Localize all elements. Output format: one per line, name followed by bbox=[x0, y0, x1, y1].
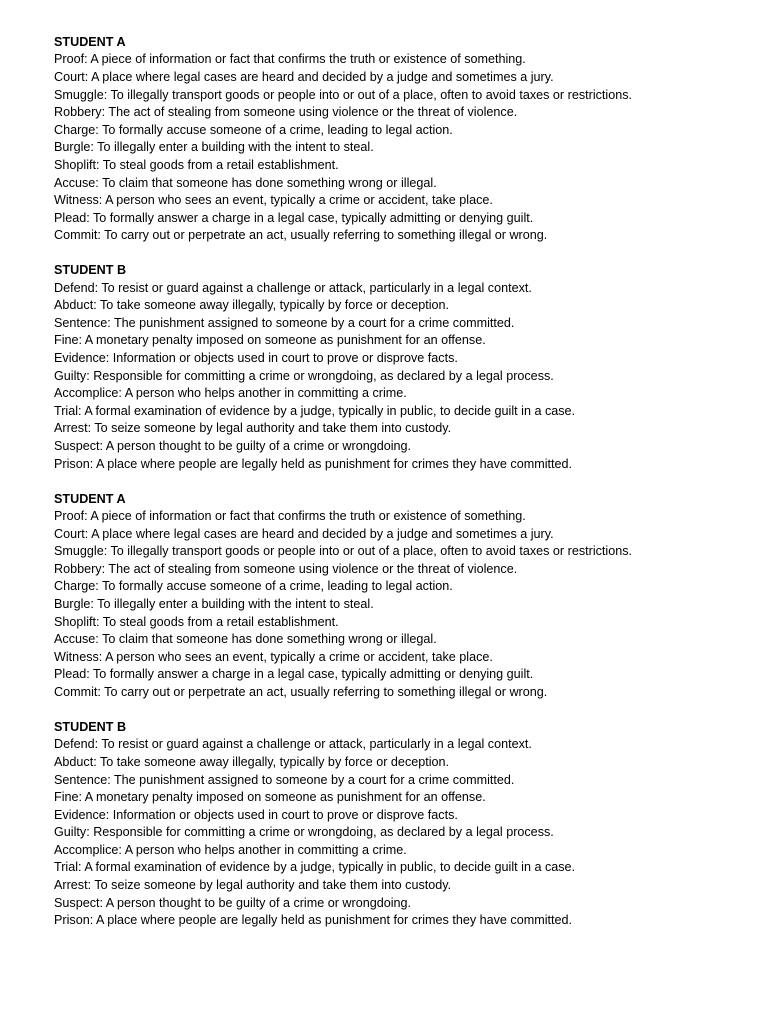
definition-line: Evidence: Information or objects used in court to prove or disprove facts. bbox=[54, 351, 458, 366]
definition-line: Prison: A place where people are legally held as punishment for crimes they have committed. bbox=[54, 456, 573, 471]
definition-line: Robbery: The act of stealing from someone using violence or the threat of violence. bbox=[54, 105, 518, 120]
definition-line: Accuse: To claim that someone has done something wrong or illegal. bbox=[54, 175, 437, 190]
definition-line: Fine: A monetary penalty imposed on someone as punishment for an offense. bbox=[54, 333, 486, 348]
sections-container bbox=[54, 34, 754, 930]
definition-line: Charge: To formally accuse someone of a crime, leading to legal action. bbox=[54, 579, 453, 594]
definition-line: Accuse: To claim that someone has done something wrong or illegal. bbox=[54, 632, 437, 647]
definition-line: Burgle: To illegally enter a building with the intent to steal. bbox=[54, 140, 374, 155]
student-section bbox=[54, 34, 754, 245]
definition-line: Shoplift: To steal goods from a retail establishment. bbox=[54, 157, 339, 172]
definition-line: Fine: A monetary penalty imposed on someone as punishment for an offense. bbox=[54, 790, 486, 805]
definition-line: Court: A place where legal cases are heard and decided by a judge and sometimes a jury. bbox=[54, 69, 554, 84]
definition-line: Arrest: To seize someone by legal authority and take them into custody. bbox=[54, 878, 452, 893]
definition-line: Evidence: Information or objects used in court to prove or disprove facts. bbox=[54, 807, 458, 822]
definition-line: Smuggle: To illegally transport goods or people into or out of a place, often to avoid taxes or restrictions. bbox=[54, 544, 633, 559]
definition-line: Commit: To carry out or perpetrate an act, usually referring to something illegal or wrong. bbox=[54, 684, 548, 699]
section-heading: STUDENT B bbox=[54, 263, 127, 278]
definition-line: Accomplice: A person who helps another in committing a crime. bbox=[54, 842, 407, 857]
definition-line: Suspect: A person thought to be guilty of a crime or wrongdoing. bbox=[54, 439, 412, 454]
definition-line: Arrest: To seize someone by legal authority and take them into custody. bbox=[54, 421, 452, 436]
definition-line: Charge: To formally accuse someone of a crime, leading to legal action. bbox=[54, 122, 453, 137]
definition-line: Sentence: The punishment assigned to someone by a court for a crime committed. bbox=[54, 315, 515, 330]
definition-line: Court: A place where legal cases are heard and decided by a judge and sometimes a jury. bbox=[54, 526, 554, 541]
definition-line: Witness: A person who sees an event, typically a crime or accident, take place. bbox=[54, 193, 493, 208]
section-heading: STUDENT A bbox=[54, 35, 126, 49]
definition-line: Suspect: A person thought to be guilty of a crime or wrongdoing. bbox=[54, 895, 412, 910]
definition-line: Abduct: To take someone away illegally, typically by force or deception. bbox=[54, 298, 450, 313]
definition-line: Plead: To formally answer a charge in a legal case, typically admitting or denying guilt. bbox=[54, 210, 534, 225]
student-section bbox=[54, 719, 754, 930]
definition-line: Defend: To resist or guard against a challenge or attack, particularly in a legal context. bbox=[54, 737, 532, 752]
definition-line: Guilty: Responsible for committing a crime or wrongdoing, as declared by a legal process. bbox=[54, 825, 554, 840]
definition-line: Trial: A formal examination of evidence by a judge, typically in public, to decide guilt in a case. bbox=[54, 403, 576, 418]
definition-line: Sentence: The punishment assigned to someone by a court for a crime committed. bbox=[54, 772, 515, 787]
definition-line: Plead: To formally answer a charge in a legal case, typically admitting or denying guilt. bbox=[54, 667, 534, 682]
definition-line: Commit: To carry out or perpetrate an act, usually referring to something illegal or wrong. bbox=[54, 228, 548, 243]
definition-line: Shoplift: To steal goods from a retail establishment. bbox=[54, 614, 339, 629]
definition-line: Proof: A piece of information or fact that confirms the truth or existence of something. bbox=[54, 52, 526, 67]
definition-line: Trial: A formal examination of evidence by a judge, typically in public, to decide guilt in a case. bbox=[54, 860, 576, 875]
definition-line: Witness: A person who sees an event, typically a crime or accident, take place. bbox=[54, 649, 493, 664]
definition-line: Abduct: To take someone away illegally, typically by force or deception. bbox=[54, 754, 450, 769]
student-section bbox=[54, 262, 754, 473]
document-page bbox=[54, 34, 754, 947]
definition-line: Smuggle: To illegally transport goods or people into or out of a place, often to avoid taxes or restrictions. bbox=[54, 87, 633, 102]
section-heading: STUDENT B bbox=[54, 719, 127, 734]
definition-line: Robbery: The act of stealing from someone using violence or the threat of violence. bbox=[54, 561, 518, 576]
student-section bbox=[54, 491, 754, 702]
definition-line: Proof: A piece of information or fact that confirms the truth or existence of something. bbox=[54, 509, 526, 524]
definition-line: Prison: A place where people are legally held as punishment for crimes they have committed. bbox=[54, 913, 573, 928]
definition-line: Guilty: Responsible for committing a crime or wrongdoing, as declared by a legal process. bbox=[54, 368, 554, 383]
definition-line: Defend: To resist or guard against a challenge or attack, particularly in a legal context. bbox=[54, 280, 532, 295]
definition-line: Accomplice: A person who helps another in committing a crime. bbox=[54, 386, 407, 401]
section-heading: STUDENT A bbox=[54, 491, 126, 506]
definition-line: Burgle: To illegally enter a building with the intent to steal. bbox=[54, 596, 374, 611]
